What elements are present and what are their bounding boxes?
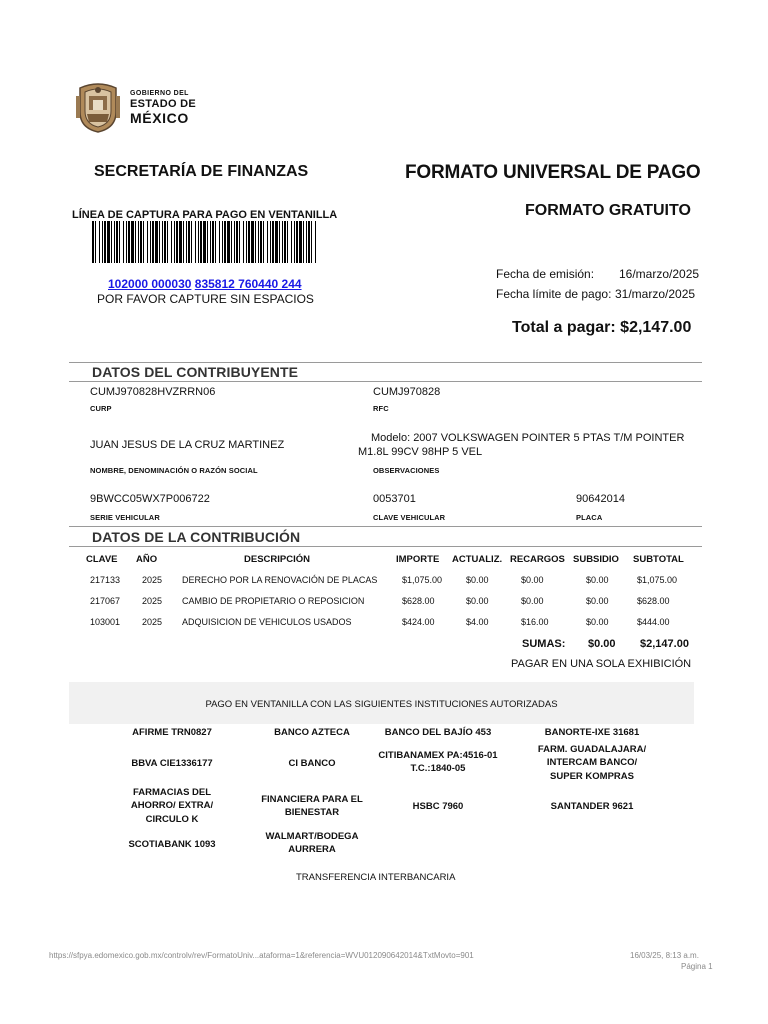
bank-farm-guadalajara-line-1: FARM. GUADALAJARA/ [537, 744, 647, 755]
bank-banorte: BANORTE-IXE 31681 [544, 727, 640, 738]
table-cell: $0.00 [466, 596, 489, 606]
taxpayer-section-title: DATOS DEL CONTRIBUYENTE [92, 364, 299, 380]
col-header-descripcion: DESCRIPCIÓN [244, 554, 310, 565]
bank-farmacias-ahorro [112, 786, 232, 826]
divider [69, 362, 702, 363]
table-cell: $0.00 [586, 575, 609, 585]
coat-of-arms-logo [74, 82, 122, 134]
divider [69, 381, 702, 382]
name-label: NOMBRE, DENOMINACIÓN O RAZÓN SOCIAL [90, 466, 258, 475]
vehicle-key-label: CLAVE VEHICULAR [373, 513, 446, 522]
col-header-anio: AÑO [136, 554, 158, 565]
table-cell: 2025 [142, 617, 163, 627]
rfc-label: RFC [373, 404, 389, 413]
capture-note: POR FAVOR CAPTURE SIN ESPACIOS [97, 292, 314, 306]
gov-line-1: GOBIERNO DEL [130, 90, 189, 97]
table-cell: $444.00 [637, 617, 670, 627]
banks-title: PAGO EN VENTANILLA CON LAS SIGUIENTES INSTITUCIONES AUTORIZADAS [205, 699, 558, 710]
single-payment-note: PAGAR EN UNA SOLA EXHIBICIÓN [511, 658, 692, 670]
bank-azteca: BANCO AZTECA [274, 727, 350, 738]
bank-financiera-line-1: FINANCIERA PARA EL [261, 794, 363, 805]
secretaria-title: SECRETARÍA DE FINANZAS [94, 163, 309, 180]
col-header-importe: IMPORTE [396, 554, 440, 565]
reference-link-part-1[interactable]: 102000 000030 [108, 277, 192, 291]
table-cell: ADQUISICION DE VEHICULOS USADOS [182, 617, 352, 627]
bank-citibanamex-line-1: CITIBANAMEX PA:4516-01 [378, 750, 498, 761]
observations-label: OBSERVACIONES [373, 466, 440, 475]
bank-citibanamex [378, 749, 498, 776]
barcode-image [92, 221, 318, 263]
reference-link-part-2[interactable]: 835812 760440 244 [194, 277, 302, 291]
due-date-value: 31/marzo/2025 [615, 287, 696, 301]
curp-label: CURP [90, 404, 112, 413]
divider [69, 546, 702, 547]
table-cell: $0.00 [466, 575, 489, 585]
table-cell: 2025 [142, 575, 163, 585]
name-value: JUAN JESUS DE LA CRUZ MARTINEZ [90, 439, 285, 451]
table-cell: $4.00 [466, 617, 489, 627]
bank-farmacias-ahorro-line-3: CIRCULO K [145, 813, 199, 825]
capture-line-label: LÍNEA DE CAPTURA PARA PAGO EN VENTANILLA [72, 209, 338, 221]
bank-financiera-line-2: BIENESTAR [284, 807, 340, 819]
bank-bbva: BBVA CIE1336177 [131, 758, 213, 769]
table-cell: $0.00 [521, 596, 544, 606]
sums-label: SUMAS: [522, 638, 566, 650]
government-wordmark [130, 90, 196, 125]
plate-label: PLACA [576, 513, 603, 522]
sums-subsidy: $0.00 [588, 638, 616, 650]
bank-walmart-bodega [252, 830, 372, 857]
bank-afirme: AFIRME TRN0827 [132, 727, 212, 738]
table-cell: $0.00 [586, 617, 609, 627]
reference-number [108, 277, 302, 291]
curp-value: CUMJ970828HVZRRN06 [90, 386, 216, 398]
table-cell: $1,075.00 [402, 575, 443, 585]
table-cell: 103001 [90, 617, 121, 627]
bank-hsbc: HSBC 7960 [412, 801, 464, 812]
bank-farmacias-ahorro-line-1: FARMACIAS DEL [132, 787, 212, 798]
vehicle-key-value: 0053701 [373, 493, 416, 505]
due-date-label: Fecha límite de pago: [496, 287, 612, 301]
col-header-actualiz: ACTUALIZ. [452, 554, 503, 565]
plate-value: 90642014 [576, 493, 625, 505]
vehicle-serial-label: SERIE VEHICULAR [90, 513, 160, 522]
total-to-pay: Total a pagar: $2,147.00 [512, 319, 692, 336]
footer-page-number: Página 1 [681, 962, 713, 971]
bank-farm-guadalajara-line-3: SUPER KOMPRAS [550, 770, 634, 782]
col-header-recargos: RECARGOS [510, 554, 565, 565]
table-cell: 217067 [90, 596, 121, 606]
vehicle-serial-value: 9BWCC05WX7P006722 [90, 493, 210, 505]
rfc-value: CUMJ970828 [373, 386, 441, 398]
bank-scotiabank: SCOTIABANK 1093 [128, 839, 216, 850]
observations-line-1: Modelo: 2007 VOLKSWAGEN POINTER 5 PTAS T/M POINTER [371, 432, 685, 444]
table-cell: $16.00 [521, 617, 549, 627]
bank-financiera-bienestar [252, 793, 372, 820]
footer-date: 16/03/25, 8:13 a.m. [630, 951, 699, 960]
table-cell: CAMBIO DE PROPIETARIO O REPOSICION [182, 596, 365, 606]
observations-line-2: M1.8L 99CV 98HP 5 VEL [358, 446, 483, 458]
interbank-transfer-note: TRANSFERENCIA INTERBANCARIA [296, 872, 456, 883]
table-cell: $0.00 [586, 596, 609, 606]
contribution-section-title: DATOS DE LA CONTRIBUCIÓN [92, 529, 301, 545]
table-cell: $628.00 [637, 596, 670, 606]
bank-farm-guadalajara-line-2: INTERCAM BANCO/ [546, 757, 638, 769]
issue-date-label: Fecha de emisión: [496, 267, 595, 281]
col-header-subsidio: SUBSIDIO [573, 554, 619, 565]
table-cell: $424.00 [402, 617, 435, 627]
table-cell: DERECHO POR LA RENOVACIÓN DE PLACAS [182, 575, 378, 585]
table-cell: $628.00 [402, 596, 435, 606]
document-title: FORMATO UNIVERSAL DE PAGO [405, 162, 701, 183]
document-subtitle: FORMATO GRATUITO [525, 202, 691, 219]
footer-url: https://sfpya.edomexico.gob.mx/controlv/rev/FormatoUniv...ataforma=1&referencia=WVU012090642014&TxtMovto=901 [49, 951, 474, 960]
divider [69, 526, 702, 527]
table-cell: $0.00 [521, 575, 544, 585]
table-cell: 2025 [142, 596, 163, 606]
col-header-clave: CLAVE [86, 554, 118, 565]
sums-total: $2,147.00 [640, 638, 689, 650]
col-header-subtotal: SUBTOTAL [633, 554, 684, 565]
table-cell: 217133 [90, 575, 121, 585]
bank-walmart-line-2: AURRERA [288, 844, 336, 856]
issue-date-value: 16/marzo/2025 [619, 267, 700, 281]
bank-cibanco: CI BANCO [288, 758, 336, 769]
gov-line-2: ESTADO DE [130, 98, 197, 110]
bank-farm-guadalajara [532, 743, 652, 783]
bank-citibanamex-line-2: T.C.:1840-05 [410, 763, 466, 775]
bank-bajio: BANCO DEL BAJÍO 453 [384, 727, 492, 738]
bank-farmacias-ahorro-line-2: AHORRO/ EXTRA/ [130, 800, 214, 812]
bank-santander: SANTANDER 9621 [550, 801, 634, 812]
bank-walmart-line-1: WALMART/BODEGA [265, 831, 359, 842]
table-cell: $1,075.00 [637, 575, 678, 585]
gov-line-3: MÉXICO [130, 110, 189, 126]
